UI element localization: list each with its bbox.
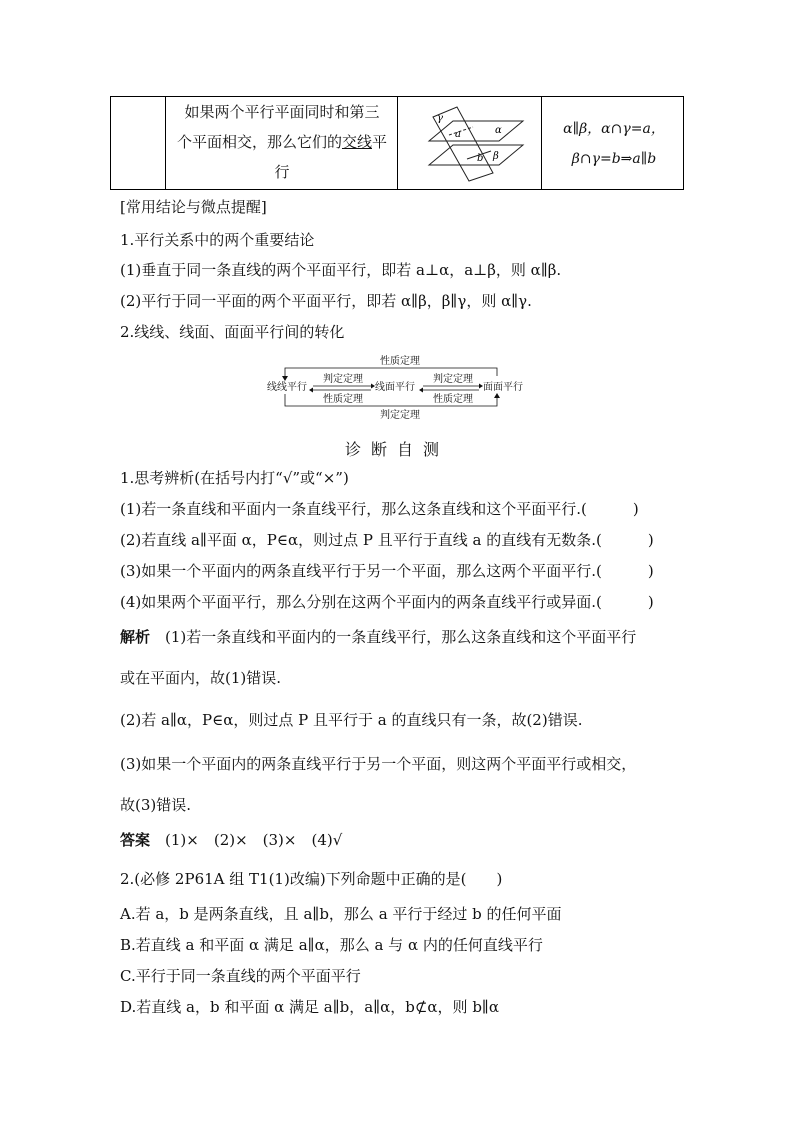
table-divider [541,97,542,189]
flow-node-plane-plane: 面面平行 [483,382,523,393]
question-1-item-1 [120,499,639,519]
parallel-transform-flow [265,352,535,424]
table-divider [165,97,166,189]
label-alpha: α [495,125,502,136]
flow-bottom-criterion-label: 判定定理 [380,410,420,421]
label-b: b [477,153,484,164]
formula-line-2: β∩γ=b⇒a∥b [571,151,657,167]
table-divider [397,97,398,189]
analysis-line-2: 或在平面内，故(1)错误. [120,669,282,687]
line-a [449,127,473,135]
close-paren: ) [632,500,639,518]
plane-alpha [429,121,523,141]
flow-top-property-label: 性质定理 [380,356,420,367]
underlined-keyword: 交线 [341,133,372,151]
statement-line-3: 行 [274,163,290,181]
flow-left-criterion: 判定定理 [323,374,363,385]
flow-top-arrowhead [282,376,288,381]
flow-right-criterion: 判定定理 [433,374,473,385]
question-1-item-3 [120,561,654,581]
tips-item-2-title: 2.线线、线面、面面平行间的转化 [120,323,345,341]
answer-line [120,830,342,850]
close-paren: ) [647,562,654,580]
analysis-line-5: 故(3)错误. [120,796,192,814]
section-heading: 诊断自测 [344,440,449,459]
close-paren: ) [647,593,654,611]
question-1-item-2 [120,530,654,550]
parallel-planes-diagram [411,103,531,183]
theorem-table-row [110,96,684,190]
question-text: (3)如果一个平面内的两条直线平行于另一个平面，那么这两个平面平行.( [120,562,602,580]
answer-label: 答案 [120,831,151,849]
flow-left-property: 性质定理 [323,394,363,405]
question-2-option-c: C.平行于同一条直线的两个平面平行 [120,967,361,985]
statement-line-2: 个平面相交，那么它们的 [176,133,342,151]
question-1-item-4 [120,592,654,612]
question-2-option-b: B.若直线 a 和平面 α 满足 a∥α，那么 a 与 α 内的任何直线平行 [120,936,543,954]
question-1-title: 1.思考辨析(在括号内打“√”或“×”) [120,469,349,487]
question-text: (4)如果两个平面平行，那么分别在这两个平面内的两条直线平行或异面.( [120,593,602,611]
label-a: a [455,129,461,140]
tips-item-1-title: 1.平行关系中的两个重要结论 [120,231,315,249]
statement-line-2-end: 平 [372,133,388,151]
flow-bottom-arrowhead [494,393,500,398]
question-2-option-a: A.若 a，b 是两条直线，且 a∥b，那么 a 平行于经过 b 的任何平面 [120,905,562,923]
flow-node-line-line: 线线平行 [267,382,307,393]
answer-text: (1)× (2)× (3)× (4)√ [165,831,343,849]
analysis-label: 解析 [120,628,151,646]
tips-item-1-2: (2)平行于同一平面的两个平面平行，即若 α∥β，β∥γ，则 α∥γ. [120,292,532,310]
label-gamma: γ [437,113,443,124]
formula-line-1: α∥β，α∩γ=a， [563,121,665,137]
question-2-title: 2.(必修 2P61A 组 T1(1)改编)下列命题中正确的是( ) [120,870,503,888]
analysis-line-1 [120,627,636,647]
analysis-line-3: (2)若 a∥α，P∈α，则过点 P 且平行于 a 的直线只有一条，故(2)错误. [120,711,583,729]
theorem-statement [167,97,397,187]
statement-line-1: 如果两个平行平面同时和第三 [184,103,380,121]
flow-left-back-arrowhead [309,388,313,393]
question-text: (2)若直线 a∥平面 α，P∈α，则过点 P 且平行于直线 a 的直线有无数条.( [120,531,602,549]
analysis-text: (1)若一条直线和平面内的一条直线平行，那么这条直线和这个平面平行 [165,628,637,646]
analysis-line-4: (3)如果一个平面内的两条直线平行于另一个平面，则这两个平面平行或相交， [120,755,637,773]
question-2-option-d: D.若直线 a，b 和平面 α 满足 a∥b，a∥α，b⊄α，则 b∥α [120,998,499,1016]
flow-right-property: 性质定理 [433,394,473,405]
plane-beta [429,145,523,165]
tips-header: [常用结论与微点提醒] [120,198,267,216]
theorem-formula [543,114,685,174]
label-beta: β [493,151,499,162]
close-paren: ) [647,531,654,549]
flow-right-back-arrowhead [419,388,423,393]
question-text: (1)若一条直线和平面内一条直线平行，那么这条直线和这个平面平行.( [120,500,587,518]
tips-item-1-1: (1)垂直于同一条直线的两个平面平行，即若 a⊥α，a⊥β，则 α∥β. [120,261,562,279]
flow-node-line-plane: 线面平行 [375,382,415,393]
